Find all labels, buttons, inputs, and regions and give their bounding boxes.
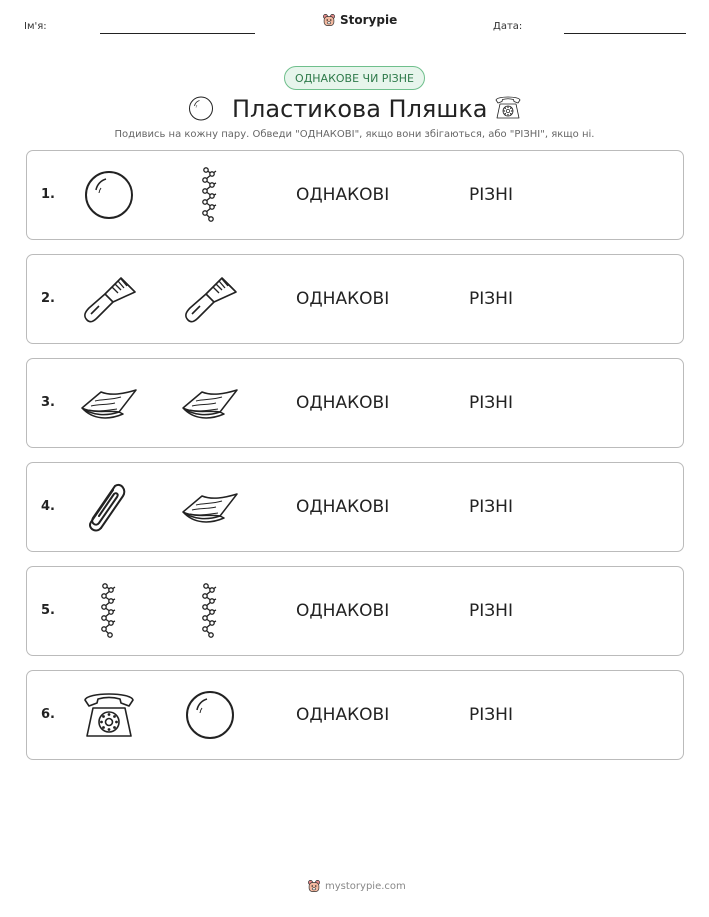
option-different[interactable]: РІЗНІ [469, 601, 513, 621]
bubble-icon [79, 166, 139, 224]
footer-site[interactable]: mystorypie.com [325, 880, 406, 892]
row-number: 6. [41, 707, 55, 722]
exercise-row-5 [26, 566, 684, 656]
exercise-row-6 [26, 670, 684, 760]
date-label: Дата: [493, 21, 523, 32]
name-field-line[interactable] [100, 33, 255, 34]
option-different[interactable]: РІЗНІ [469, 393, 513, 413]
telephone-icon [493, 93, 523, 122]
row-number: 2. [41, 291, 55, 306]
comb-icon [180, 270, 240, 328]
molecule-icon [180, 166, 240, 224]
plastic-bag-icon [180, 478, 240, 536]
row-number: 3. [41, 395, 55, 410]
page-title: Пластикова Пляшка [232, 95, 488, 123]
plastic-bag-icon [180, 374, 240, 432]
row-number: 1. [41, 187, 55, 202]
option-same[interactable]: ОДНАКОВІ [296, 705, 390, 725]
brand-logo [322, 13, 397, 27]
option-same[interactable]: ОДНАКОВІ [296, 393, 390, 413]
worksheet-type-badge: ОДНАКОВЕ ЧИ РІЗНЕ [284, 66, 425, 90]
exercise-row-1 [26, 150, 684, 240]
comb-icon [79, 270, 139, 328]
bear-logo-icon [307, 879, 321, 893]
bear-logo-icon [322, 13, 336, 27]
name-label: Ім'я: [24, 21, 47, 32]
option-same[interactable]: ОДНАКОВІ [296, 601, 390, 621]
row-number: 5. [41, 603, 55, 618]
exercise-row-3 [26, 358, 684, 448]
row-number: 4. [41, 499, 55, 514]
bubble-icon [180, 686, 240, 744]
paperclip-icon [79, 478, 139, 536]
exercise-row-4 [26, 462, 684, 552]
brand-name: Storypie [340, 13, 398, 27]
title-row [0, 92, 709, 126]
exercise-row-2 [26, 254, 684, 344]
option-same[interactable]: ОДНАКОВІ [296, 185, 390, 205]
telephone-icon [79, 686, 139, 744]
option-same[interactable]: ОДНАКОВІ [296, 497, 390, 517]
option-different[interactable]: РІЗНІ [469, 289, 513, 309]
bubble-icon [186, 94, 216, 123]
molecule-icon [79, 582, 139, 640]
molecule-icon [180, 582, 240, 640]
option-different[interactable]: РІЗНІ [469, 497, 513, 517]
instructions: Подивись на кожну пару. Обведи "ОДНАКОВІ", якщо вони збігаються, або "РІЗНІ", якщо ні. [114, 129, 595, 140]
option-different[interactable]: РІЗНІ [469, 185, 513, 205]
option-same[interactable]: ОДНАКОВІ [296, 289, 390, 309]
footer [307, 879, 406, 893]
option-different[interactable]: РІЗНІ [469, 705, 513, 725]
date-field-line[interactable] [564, 33, 686, 34]
plastic-bag-icon [79, 374, 139, 432]
